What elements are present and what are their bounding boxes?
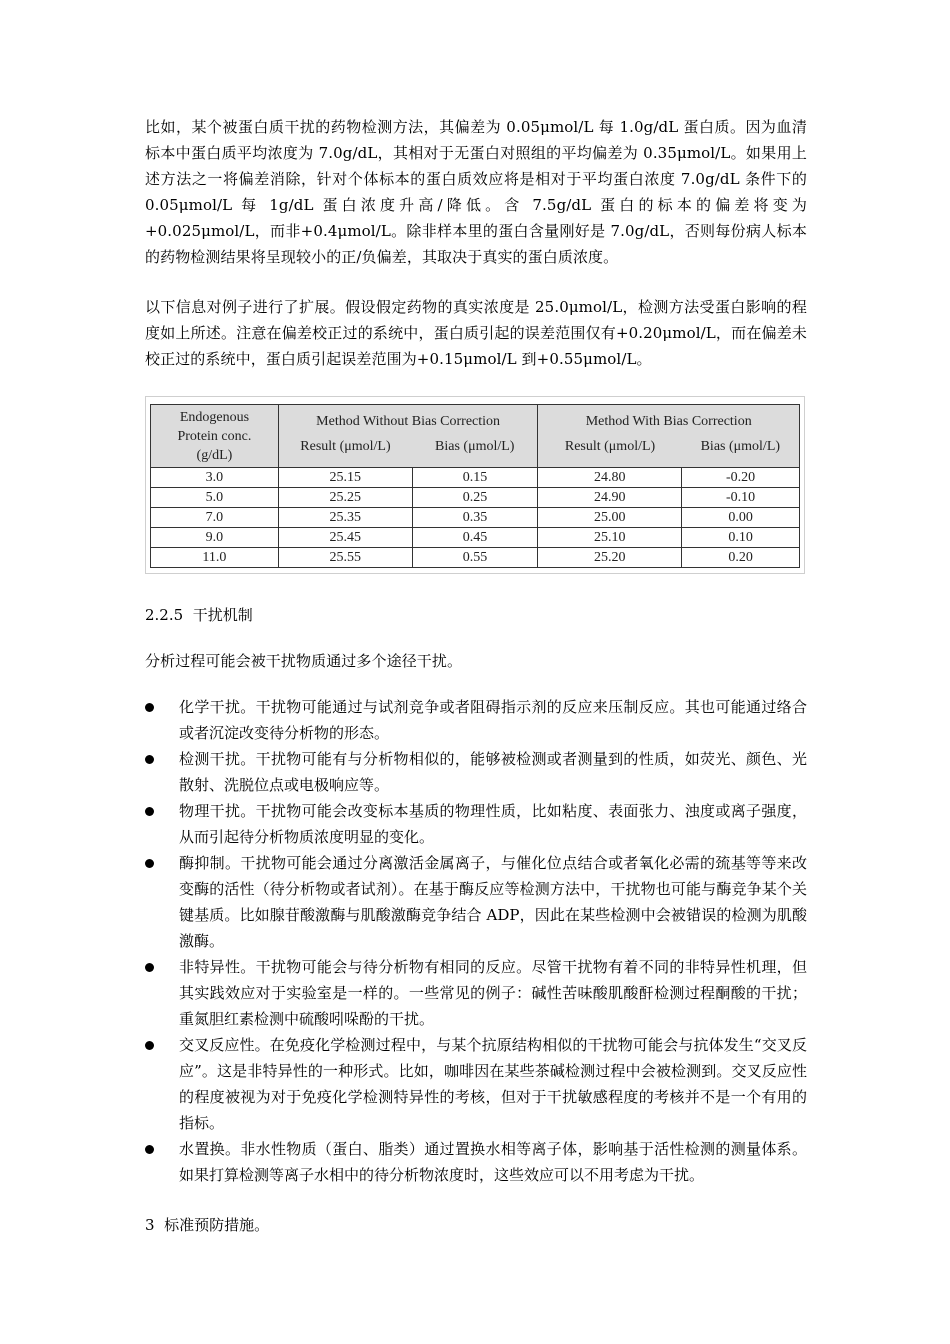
list-item-text: 化学干扰。干扰物可能通过与试剂竞争或者阻碍指示剂的反应来压制反应。其也可能通过络合或者沉淀改变待分析物的形态。 (179, 698, 807, 742)
cell-bias-uncorrected: 0.15 (412, 468, 538, 488)
cell-result-corrected: 24.80 (538, 468, 682, 488)
list-item-text: 酶抑制。干扰物可能会通过分离激活金属离子，与催化位点结合或者氧化必需的巯基等等来改变酶的活性（待分析物或者试剂）。在基于酶反应等检测方法中，干扰物也可能与酶竞争某个关键基质。比如腺苷酸激酶与肌酸激酶竞争结合 ADP，因此在某些检测中会被错误的检测为肌酸激酶。 (179, 854, 807, 950)
table-row (151, 528, 800, 548)
table-row (151, 468, 800, 488)
cell-result-uncorrected: 25.25 (278, 488, 412, 508)
bullet-icon (145, 755, 154, 764)
cell-bias-uncorrected: 0.45 (412, 528, 538, 548)
list-item (145, 850, 807, 954)
cell-bias-corrected: -0.20 (682, 468, 800, 488)
cell-result-uncorrected: 25.55 (278, 548, 412, 568)
table-row (151, 508, 800, 528)
cell-conc: 5.0 (151, 488, 279, 508)
section-heading-standard-precautions: 3 标准预防措施。 (145, 1216, 270, 1234)
header-protein-conc (151, 405, 279, 468)
paragraph-protein-bias-example: 比如，某个被蛋白质干扰的药物检测方法，其偏差为 0.05μmol/L 每 1.0g/dL 蛋白质。因为血清标本中蛋白质平均浓度为 7.0g/dL，其相对于无蛋白对照组的平均偏差为 0.35μmol/L。如果用上述方法之一将偏差消除，针对个体标本的蛋白质效应将是相对于平均蛋白浓度 7.0g/dL 条件下的 0.05μmol/L 每 1g/dL 蛋白浓度升高/降低。含 7.5g/dL 蛋白的标本的偏差将变为+0.025μmol/L，而非+0.4μmol/L。除非样本里的蛋白含量刚好是 7.0g/dL，否则每份病人标本的药物检测结果将呈现较小的正/负偏差，其取决于真实的蛋白质浓度。 (145, 118, 807, 266)
list-item-text: 非特异性。干扰物可能会与待分析物有相同的反应。尽管干扰物有着不同的非特异性机理，但其实践效应对于实验室是一样的。一些常见的例子：碱性苦味酸肌酸酐检测过程酮酸的干扰；重氮胆红素检测中硫酸吲哚酚的干扰。 (179, 958, 807, 1028)
cell-bias-corrected: 0.20 (682, 548, 800, 568)
bullet-icon (145, 1041, 154, 1050)
cell-result-uncorrected: 25.15 (278, 468, 412, 488)
interference-mechanism-list (145, 694, 807, 1188)
bullet-icon (145, 1145, 154, 1154)
list-item-text: 物理干扰。干扰物可能会改变标本基质的物理性质，比如粘度、表面张力、浊度或离子强度，从而引起待分析物质浓度明显的变化。 (179, 802, 807, 846)
header-result-corrected: Result (μmol/L) (538, 436, 682, 468)
cell-conc: 3.0 (151, 468, 279, 488)
cell-result-corrected: 25.20 (538, 548, 682, 568)
list-item-text: 水置换。非水性物质（蛋白、脂类）通过置换水相等离子体，影响基于活性检测的测量体系。如果打算检测等离子水相中的待分析物浓度时，这些效应可以不用考虑为干扰。 (179, 1140, 807, 1184)
header-method-with-correction: Method With Bias Correction (538, 405, 800, 437)
list-item (145, 746, 807, 798)
header-protein-conc-line2: Protein conc. (177, 429, 252, 444)
header-protein-conc-line1: Endogenous (179, 410, 250, 425)
bullet-icon (145, 807, 154, 816)
header-bias-uncorrected: Bias (μmol/L) (412, 436, 538, 468)
cell-bias-uncorrected: 0.35 (412, 508, 538, 528)
header-bias-corrected: Bias (μmol/L) (682, 436, 800, 468)
cell-conc: 11.0 (151, 548, 279, 568)
header-method-without-correction: Method Without Bias Correction (278, 405, 538, 437)
paragraph-example-extension: 以下信息对例子进行了扩展。假设假定药物的真实浓度是 25.0μmol/L，检测方法受蛋白影响的程度如上所述。注意在偏差校正过的系统中，蛋白质引起的误差范围仅有+0.20μmol/L，而在偏差未校正过的系统中，蛋白质引起误差范围为+0.15μmol/L 到+0.55μmol/L。 (145, 298, 807, 368)
cell-conc: 9.0 (151, 528, 279, 548)
cell-result-uncorrected: 25.35 (278, 508, 412, 528)
list-item (145, 1032, 807, 1136)
cell-result-corrected: 24.90 (538, 488, 682, 508)
list-item (145, 694, 807, 746)
document-page (145, 114, 807, 1238)
header-protein-conc-line3: (g/dL) (196, 448, 233, 463)
cell-result-corrected: 25.10 (538, 528, 682, 548)
bullet-icon (145, 859, 154, 868)
bullet-icon (145, 963, 154, 972)
cell-bias-corrected: 0.00 (682, 508, 800, 528)
bias-correction-table (150, 404, 800, 568)
table-row (151, 488, 800, 508)
bullet-icon (145, 703, 154, 712)
cell-bias-corrected: 0.10 (682, 528, 800, 548)
list-item (145, 798, 807, 850)
cell-bias-uncorrected: 0.55 (412, 548, 538, 568)
list-item (145, 954, 807, 1032)
list-item (145, 1136, 807, 1188)
section-intro: 分析过程可能会被干扰物质通过多个途径干扰。 (145, 652, 463, 670)
list-item-text: 检测干扰。干扰物可能有与分析物相似的，能够被检测或者测量到的性质，如荧光、颜色、光散射、洗脱位点或电极响应等。 (179, 750, 807, 794)
header-result-uncorrected: Result (μmol/L) (278, 436, 412, 468)
cell-bias-corrected: -0.10 (682, 488, 800, 508)
cell-bias-uncorrected: 0.25 (412, 488, 538, 508)
bias-table-frame (145, 396, 805, 574)
cell-result-corrected: 25.00 (538, 508, 682, 528)
list-item-text: 交叉反应性。在免疫化学检测过程中，与某个抗原结构相似的干扰物可能会与抗体发生“交叉反应”。这是非特异性的一种形式。比如，咖啡因在某些茶碱检测过程中会被检测到。交叉反应性的程度被视为对于免疫化学检测特异性的考核，但对于干扰敏感程度的考核并不是一个有用的指标。 (179, 1036, 807, 1132)
section-heading-interference-mechanism: 2.2.5 干扰机制 (145, 606, 253, 624)
cell-conc: 7.0 (151, 508, 279, 528)
table-row (151, 548, 800, 568)
cell-result-uncorrected: 25.45 (278, 528, 412, 548)
